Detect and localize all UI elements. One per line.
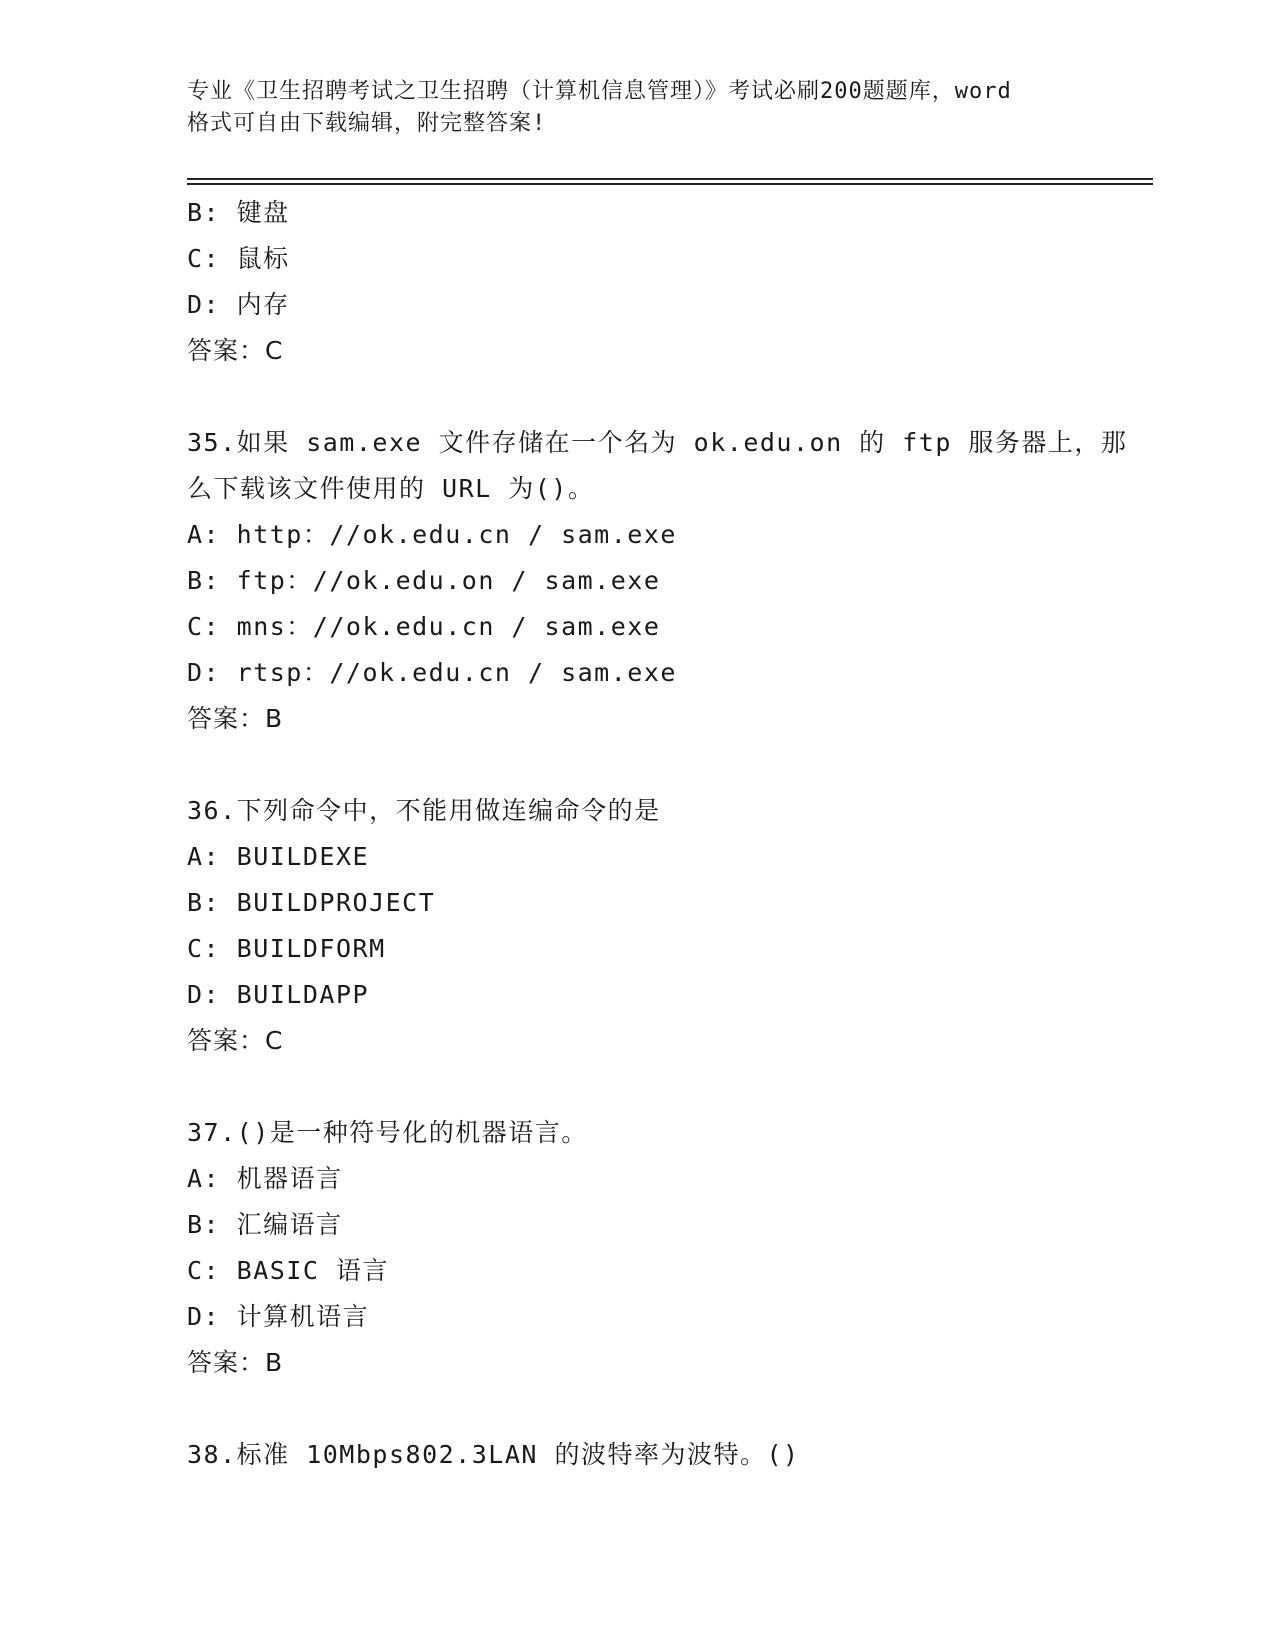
question-stem: 37.()是一种符号化的机器语言。 <box>187 1118 588 1147</box>
option-d: D: 计算机语言 <box>187 1302 370 1331</box>
answer-label: 答案：C <box>187 1026 284 1055</box>
option-b: B: BUILDPROJECT <box>187 888 436 917</box>
spacer <box>187 742 1147 788</box>
header-divider-top <box>187 178 1153 180</box>
question-35 <box>187 420 1147 742</box>
header-title-line-1: 专业《卫生招聘考试之卫生招聘（计算机信息管理）》考试必刷200题题库，word <box>187 79 1012 104</box>
option-b: B: 键盘 <box>187 198 290 227</box>
option-c: C: BASIC 语言 <box>187 1256 389 1285</box>
option-a: A: BUILDEXE <box>187 842 370 871</box>
option-b: B: 汇编语言 <box>187 1210 343 1239</box>
question-37 <box>187 1110 1147 1386</box>
spacer <box>187 1064 1147 1110</box>
question-stem: 36.下列命令中，不能用做连编命令的是 <box>187 796 661 825</box>
question-36 <box>187 788 1147 1064</box>
question-list <box>187 190 1147 1478</box>
option-c: C: BUILDFORM <box>187 934 386 963</box>
question-stem-line-2: 么下载该文件使用的 URL 为()。 <box>187 474 595 503</box>
option-d: D: 内存 <box>187 290 290 319</box>
spacer <box>187 1386 1147 1432</box>
answer-label: 答案：C <box>187 336 284 365</box>
option-c: C: 鼠标 <box>187 244 290 273</box>
option-d: D: rtsp：//ok.edu.cn / sam.exe <box>187 658 677 687</box>
question-stem-line-1: 35.如果 sam.exe 文件存储在一个名为 ok.edu.on 的 ftp 服务器上，那 <box>187 428 1128 457</box>
option-a: A: 机器语言 <box>187 1164 343 1193</box>
option-a: A: http：//ok.edu.cn / sam.exe <box>187 520 677 549</box>
spacer <box>187 374 1147 420</box>
option-d: D: BUILDAPP <box>187 980 370 1009</box>
question-stem: 38.标准 10Mbps802.3LAN 的波特率为波特。() <box>187 1440 800 1469</box>
option-b: B: ftp：//ok.edu.on / sam.exe <box>187 566 661 595</box>
option-c: C: mns：//ok.edu.cn / sam.exe <box>187 612 661 641</box>
header-title-line-2: 格式可自由下载编辑，附完整答案! <box>187 111 547 136</box>
header-divider-bottom <box>187 183 1153 185</box>
document-header <box>187 76 1087 140</box>
question-34-continuation <box>187 190 1147 374</box>
question-38 <box>187 1432 1147 1478</box>
answer-label: 答案：B <box>187 1348 284 1377</box>
answer-label: 答案：B <box>187 704 284 733</box>
